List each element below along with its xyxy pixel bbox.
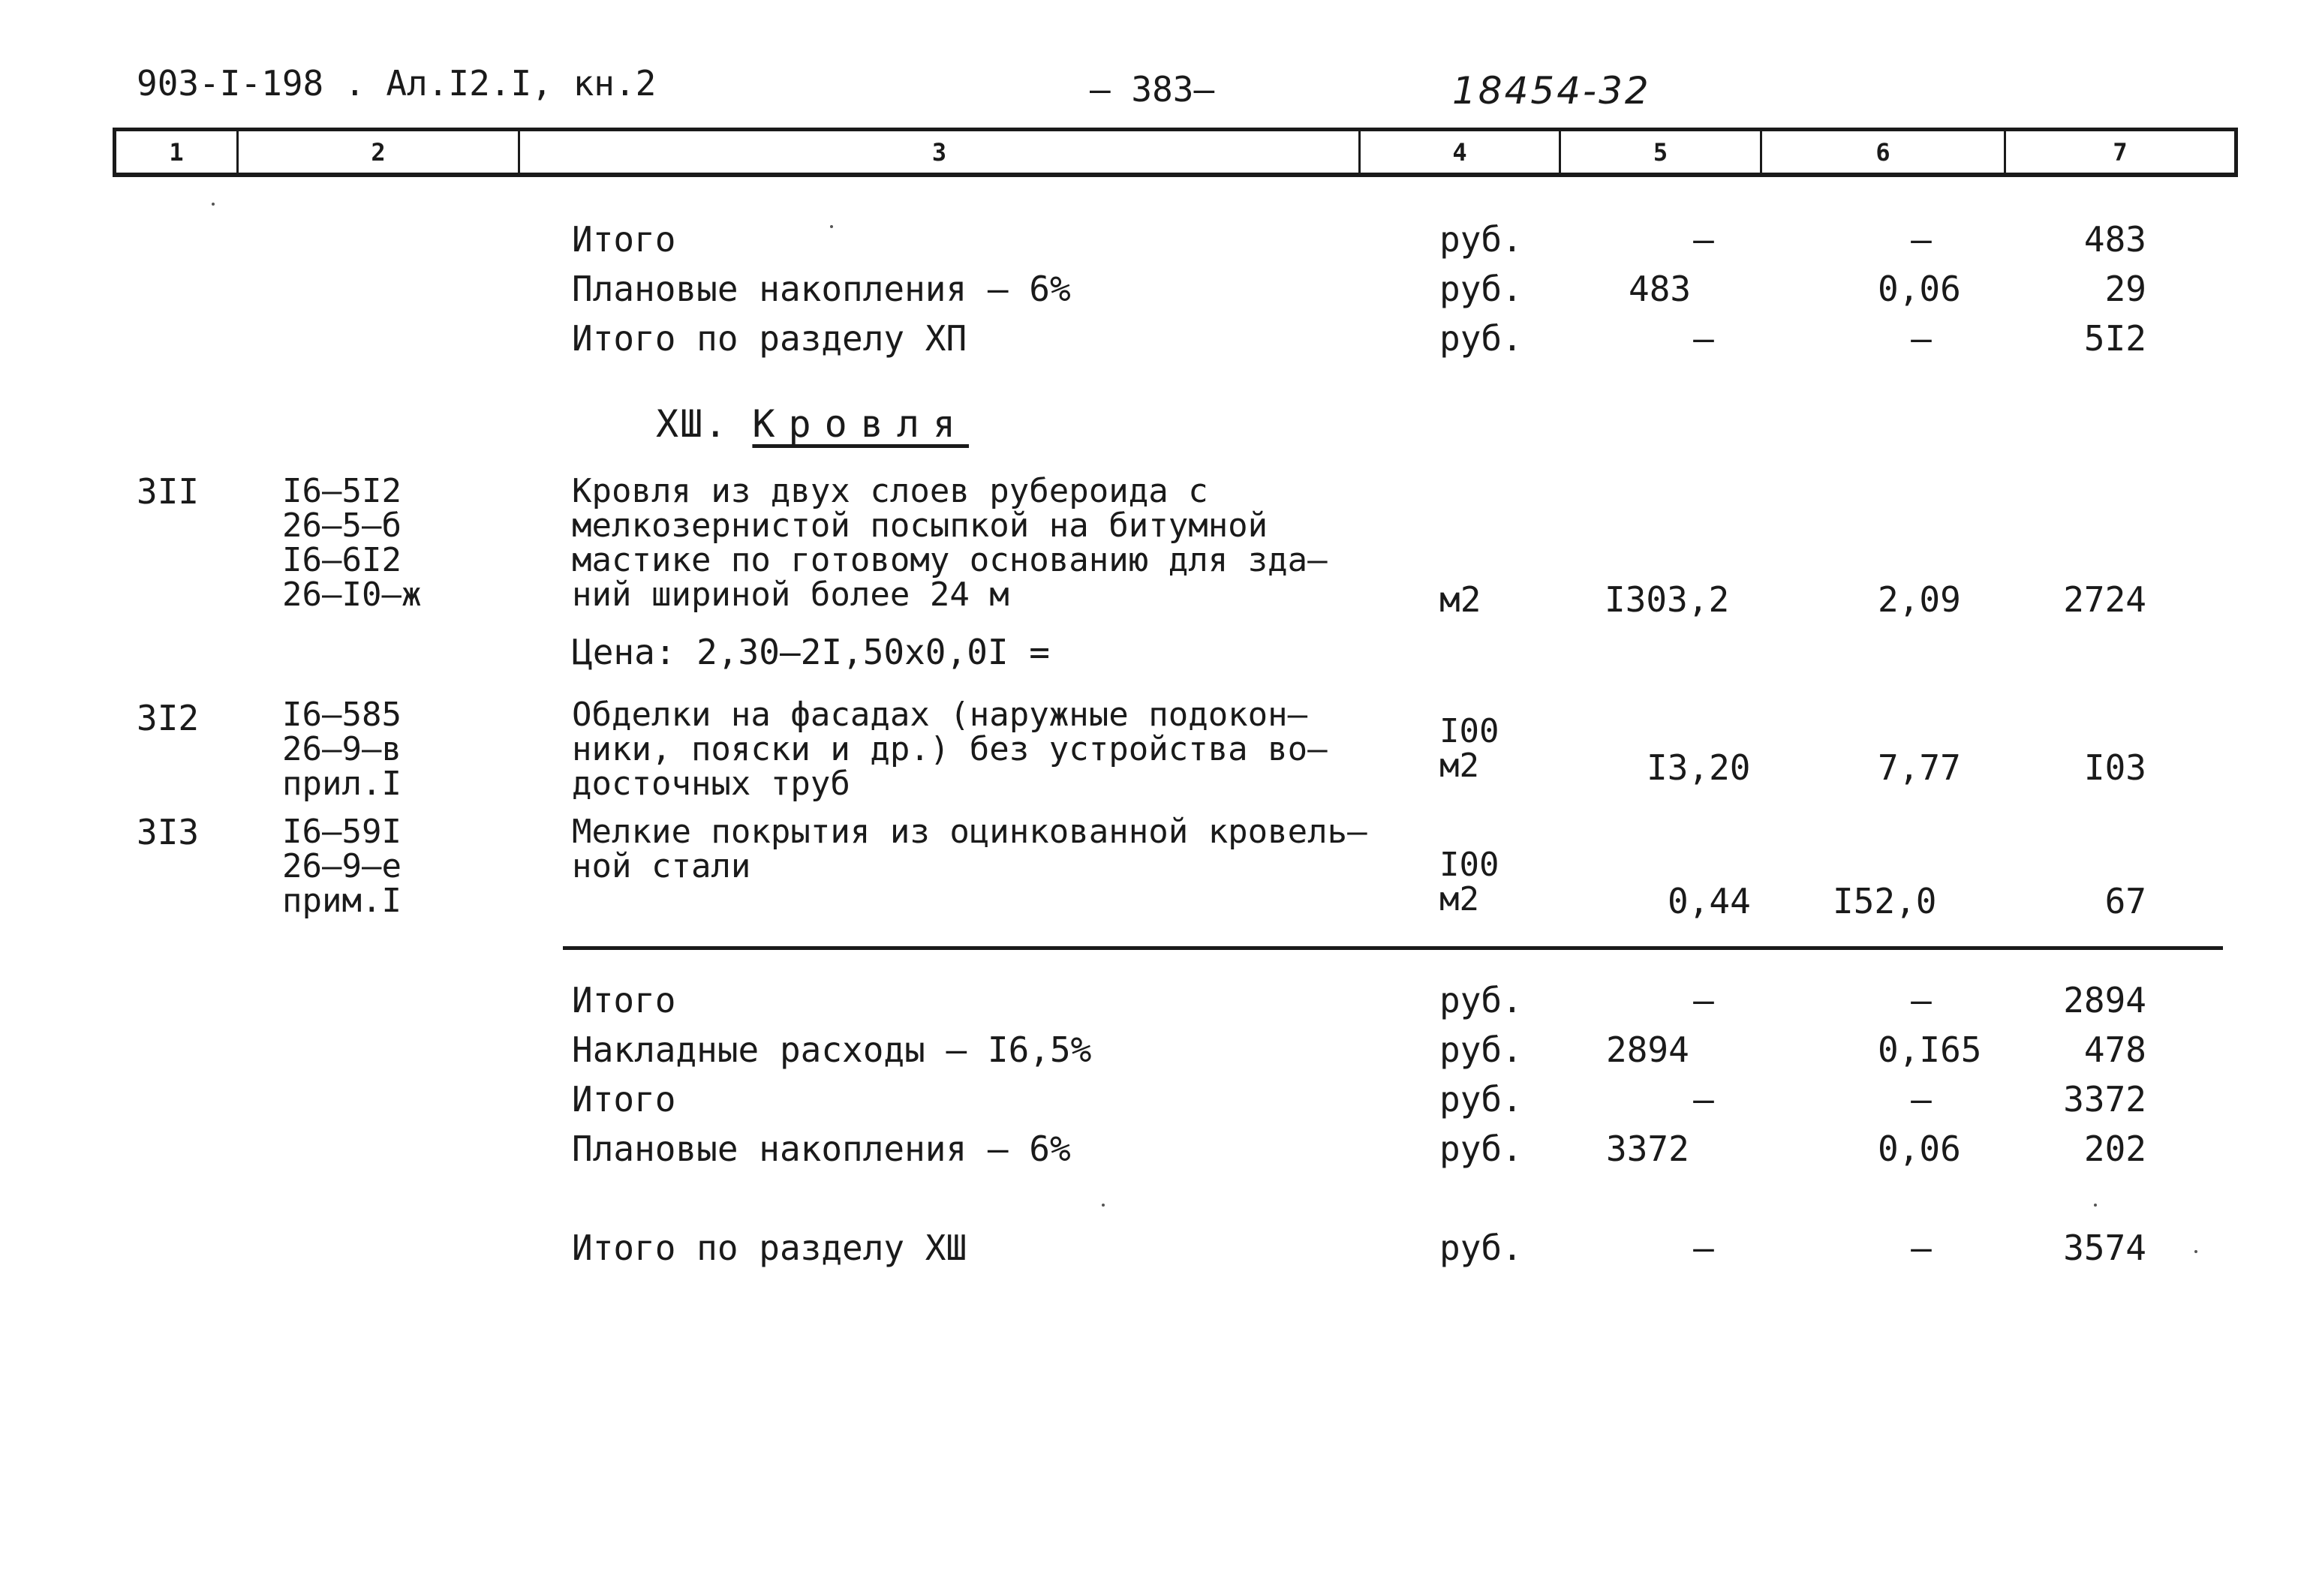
description-line: ники, пояски и др.) без устройства во–: [572, 730, 1328, 768]
summary-col7: 3574: [2063, 1228, 2146, 1268]
norm-code: 26–5–б: [282, 506, 402, 545]
summary-col7: 3372: [2063, 1079, 2146, 1120]
summary-col5: –: [1693, 219, 1714, 260]
unit-line: I00: [1439, 712, 1499, 750]
section-title: Кровля: [752, 402, 970, 446]
summary-label: Итого: [572, 1079, 676, 1120]
section-number: ХШ.: [656, 402, 729, 446]
position-number: 3I3: [137, 812, 200, 852]
summary-unit: руб.: [1439, 269, 1523, 309]
item-total: 67: [2104, 881, 2146, 921]
summary-col6: –: [1911, 1228, 1932, 1268]
scan-speck: [1102, 1204, 1105, 1207]
summary-unit: руб.: [1439, 1228, 1523, 1268]
scan-speck: [2094, 1204, 2097, 1207]
norm-code: 26–9–е: [282, 847, 402, 885]
document-code: 903-I-198 . Ал.I2.I, кн.2: [137, 63, 657, 104]
summary-col7: 5I2: [2083, 318, 2146, 359]
description-line: ной стали: [572, 847, 751, 885]
description-line: Кровля из двух слоев рубероида с: [572, 472, 1208, 510]
position-number: 3I2: [137, 698, 200, 738]
summary-col6: 0,06: [1878, 1129, 1961, 1169]
norm-code: прил.I: [282, 765, 402, 803]
norm-code: I6–6I2: [282, 541, 402, 579]
summary-col6: 0,I65: [1878, 1029, 1982, 1070]
summary-unit: руб.: [1439, 1029, 1523, 1070]
summary-col7: 2894: [2063, 980, 2146, 1020]
position-number: 3II: [137, 471, 200, 512]
summary-col7: 29: [2104, 269, 2146, 309]
norm-codes: [282, 698, 402, 801]
column-number: 2: [239, 131, 520, 173]
item-unit-price: I52,0: [1833, 881, 1937, 921]
summary-unit: руб.: [1439, 219, 1523, 260]
summary-col5: –: [1693, 318, 1714, 359]
summary-label: Плановые накопления – 6%: [572, 1129, 1071, 1169]
summary-col5: –: [1693, 980, 1714, 1020]
column-number: 1: [116, 131, 239, 173]
column-number-strip: [113, 128, 2238, 177]
summary-col6: –: [1911, 219, 1932, 260]
description-line: ний шириной более 24 м: [572, 576, 1009, 614]
section-heading: [656, 402, 969, 446]
summary-label: Итого: [572, 219, 676, 260]
description-line: Обделки на фасадах (наружные подокон–: [572, 696, 1308, 734]
description-line: Мелкие покрытия из оцинкованной кровель–: [572, 813, 1367, 851]
item-total: I03: [2083, 747, 2146, 788]
separator-rule: [563, 946, 2223, 950]
summary-col6: –: [1911, 318, 1932, 359]
summary-unit: руб.: [1439, 318, 1523, 359]
item-description: [572, 698, 1328, 801]
summary-col7: 202: [2083, 1129, 2146, 1169]
unit-line: м2: [1439, 880, 1479, 918]
column-number: 7: [2113, 137, 2128, 167]
item-description: [572, 474, 1328, 612]
column-number: 4: [1361, 131, 1561, 173]
column-number: 6: [1762, 131, 2006, 173]
norm-code: прим.I: [282, 882, 402, 920]
summary-unit: руб.: [1439, 980, 1523, 1020]
item-description: [572, 815, 1367, 884]
summary-label: Итого по разделу ХП: [572, 318, 967, 359]
summary-col5: –: [1693, 1079, 1714, 1120]
scan-speck: [212, 203, 215, 206]
summary-unit: руб.: [1439, 1129, 1523, 1169]
scan-speck: [2194, 1250, 2197, 1253]
norm-code: 26–I0–ж: [282, 576, 422, 614]
summary-label: Накладные расходы – I6,5%: [572, 1029, 1092, 1070]
summary-col6: –: [1911, 1079, 1932, 1120]
summary-col5: 3372: [1606, 1129, 1689, 1169]
column-number: 3: [520, 131, 1361, 173]
unit-line: м2: [1439, 747, 1479, 785]
summary-col5: 483: [1629, 269, 1692, 309]
price-note: Цена: 2,30–2I,50х0,0I =: [572, 632, 1050, 672]
description-line: досточных труб: [572, 765, 850, 803]
norm-codes: [282, 474, 421, 612]
item-unit: [1439, 714, 1499, 783]
handwritten-number: 18454-32: [1452, 69, 1651, 113]
summary-col5: 2894: [1606, 1029, 1689, 1070]
item-unit-price: 7,77: [1878, 747, 1961, 788]
norm-code: I6–59I: [282, 813, 402, 851]
norm-code: I6–585: [282, 696, 402, 734]
item-total: 2724: [2063, 579, 2146, 620]
item-unit-price: 2,09: [1878, 579, 1961, 620]
item-quantity: I3,20: [1647, 747, 1751, 788]
summary-col7: 478: [2083, 1029, 2146, 1070]
item-quantity: 0,44: [1668, 881, 1751, 921]
summary-unit: руб.: [1439, 1079, 1523, 1120]
item-quantity: I303,2: [1605, 579, 1730, 620]
description-line: мелкозернистой посыпкой на битумной: [572, 506, 1268, 545]
description-line: мастике по готовому основанию для зда–: [572, 541, 1328, 579]
summary-label: Итого: [572, 980, 676, 1020]
summary-label: Плановые накопления – 6%: [572, 269, 1071, 309]
item-unit: м2: [1439, 579, 1481, 620]
summary-col6: –: [1911, 980, 1932, 1020]
scan-speck: [830, 225, 833, 228]
norm-code: 26–9–в: [282, 730, 402, 768]
summary-col5: –: [1693, 1228, 1714, 1268]
unit-line: I00: [1439, 846, 1499, 884]
column-number: 5: [1561, 131, 1762, 173]
norm-code: I6–5I2: [282, 472, 402, 510]
item-unit: [1439, 848, 1499, 917]
norm-codes: [282, 815, 402, 918]
page-number: — 383—: [1090, 69, 1215, 110]
summary-col7: 483: [2083, 219, 2146, 260]
summary-col6: 0,06: [1878, 269, 1961, 309]
summary-label: Итого по разделу ХШ: [572, 1228, 967, 1268]
